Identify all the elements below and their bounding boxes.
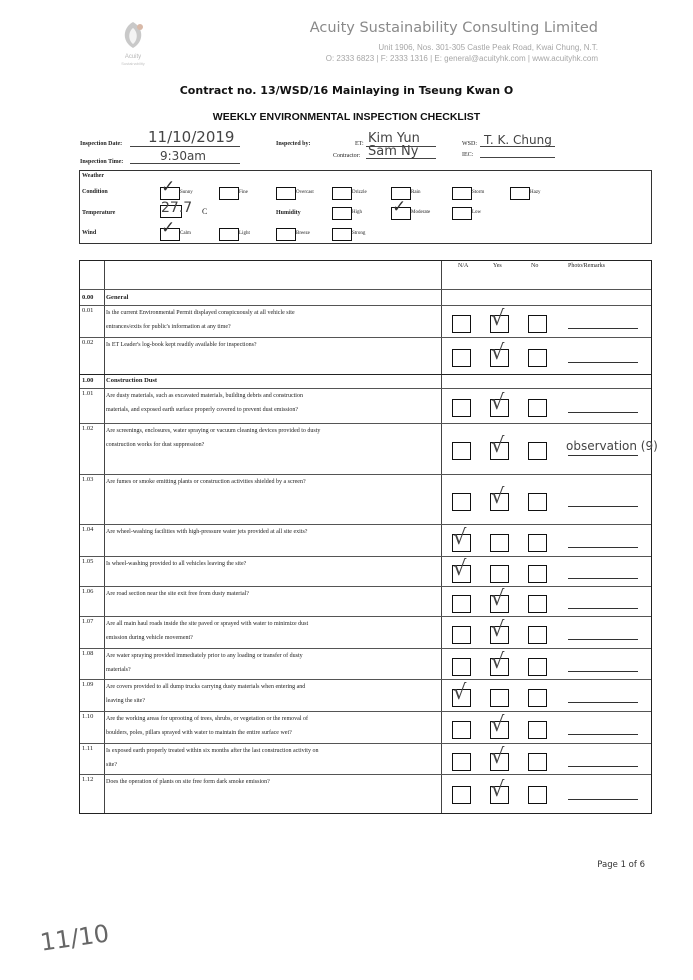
- col-header-na: N/A: [458, 263, 469, 269]
- check-mark-icon: √: [453, 525, 467, 549]
- item-remark: observation (9): [566, 439, 658, 453]
- wind-strong-label: Strong: [352, 231, 366, 236]
- item-yes-checkbox[interactable]: [490, 689, 509, 707]
- item-question-line: Are all main haul roads inside the site paved or sprayed with water to minimize dust: [106, 621, 309, 627]
- page-number: Page 1 of 6: [597, 860, 645, 870]
- check-mark-icon: √: [491, 648, 505, 673]
- condition-hazy-checkbox[interactable]: [510, 187, 530, 200]
- condition-label: Condition: [82, 189, 108, 195]
- item-question-line: Is exposed earth properly treated within six months after the last construction activity on: [106, 748, 319, 754]
- item-na-checkbox[interactable]: [452, 315, 471, 333]
- item-number: 1.03: [82, 476, 94, 483]
- section-title: General: [106, 294, 129, 301]
- margin-handwritten-note: 11/10: [38, 919, 111, 957]
- item-na-checkbox[interactable]: [452, 626, 471, 644]
- item-question: [106, 744, 436, 772]
- item-question-line: Are the working areas for uprooting of trees, shrubs, or vegetation or the removal of: [106, 716, 308, 722]
- condition-overcast-checkbox[interactable]: [276, 187, 296, 200]
- item-number: 1.09: [82, 681, 94, 688]
- wind-strong-checkbox[interactable]: [332, 228, 352, 241]
- wind-breeze-label: Breeze: [296, 231, 310, 236]
- item-no-checkbox[interactable]: [528, 689, 547, 707]
- item-question-line: leaving the site?: [106, 698, 145, 704]
- inspection-time-value: 9:30am: [160, 149, 206, 163]
- row-divider: [80, 374, 651, 375]
- contract-title: Contract no. 13/WSD/16 Mainlaying in Tseung Kwan O: [179, 84, 514, 97]
- item-question-line: Is the current Environmental Permit displayed conspicuously at all vehicle site: [106, 310, 295, 316]
- item-remark-line: [568, 608, 638, 609]
- inspection-time-line: [130, 163, 240, 164]
- item-question: [106, 587, 436, 601]
- inspected-by-label: Inspected by:: [276, 141, 311, 147]
- check-mark-icon: √: [491, 712, 505, 736]
- check-mark-icon: √: [453, 556, 467, 580]
- item-question: [106, 424, 436, 452]
- item-question: [106, 306, 436, 334]
- humidity-high-label: High: [352, 210, 362, 215]
- logo-subtext: Sustainability: [121, 61, 145, 66]
- item-question-line: Are covers provided to all dump trucks carrying dusty materials when entering and: [106, 684, 306, 690]
- item-no-checkbox[interactable]: [528, 721, 547, 739]
- item-question: [106, 557, 436, 571]
- item-no-checkbox[interactable]: [528, 626, 547, 644]
- item-number: 1.08: [82, 650, 94, 657]
- humidity-label: Humidity: [276, 210, 301, 216]
- item-question: [106, 775, 436, 789]
- company-address: Unit 1906, Nos. 301-305 Castle Peak Road, Kwai Chung, N.T.: [378, 43, 598, 52]
- item-remark-line: [568, 362, 638, 363]
- condition-hazy-label: Hazy: [530, 190, 541, 195]
- item-number: 1.10: [82, 713, 94, 720]
- item-no-checkbox[interactable]: [528, 786, 547, 804]
- item-no-checkbox[interactable]: [528, 565, 547, 583]
- check-mark-icon: √: [453, 680, 467, 704]
- section-number: 0.00: [82, 294, 94, 301]
- et-value: Kim Yun: [368, 131, 420, 146]
- company-name: Acuity Sustainability Consulting Limited: [309, 20, 598, 36]
- temperature-unit: C: [202, 207, 208, 216]
- item-number: 1.12: [82, 776, 94, 783]
- col-divider-number: [104, 261, 105, 813]
- item-question-line: construction works for dust suppression?: [106, 442, 205, 448]
- item-question: [106, 389, 436, 417]
- wsd-label: WSD:: [462, 141, 477, 147]
- wind-calm-label: Calm: [180, 231, 191, 236]
- item-question-line: emission during vehicle movement?: [106, 635, 193, 641]
- item-question-line: Does the operation of plants on site free form dark smoke emission?: [106, 779, 270, 785]
- item-remark-line: [568, 734, 638, 735]
- company-contacts: O: 2333 6823 | F: 2333 1316 | E: general@acuityhk.com | www.acuityhk.com: [325, 54, 598, 63]
- item-number: 1.02: [82, 425, 94, 432]
- checklist-table: [79, 260, 658, 814]
- item-question: [106, 525, 436, 539]
- item-question-line: Are fumes or smoke emitting plants or construction activities shielded by a screen?: [106, 479, 306, 485]
- item-remark-line: [568, 702, 638, 703]
- wind-light-label: Light: [239, 231, 250, 236]
- item-remark-line: [568, 578, 638, 579]
- item-question-line: Are road section near the site exit free from dusty material?: [106, 591, 249, 597]
- item-remark-line: [568, 412, 638, 413]
- item-question-line: Are screenings, enclosures, water spraying or vacuum cleaning devices provided to dusty: [106, 428, 321, 434]
- section-number: 1.00: [82, 377, 94, 384]
- condition-selected-check-icon: ✓: [161, 177, 176, 197]
- logo-text: Acuity: [124, 54, 142, 60]
- condition-rain-label: Rain: [411, 190, 421, 195]
- item-no-checkbox[interactable]: [528, 442, 547, 460]
- inspection-date-line: [130, 146, 240, 147]
- contractor-label: Contractor:: [333, 153, 361, 159]
- item-question: [106, 712, 436, 740]
- temperature-label: Temperature: [82, 210, 116, 216]
- iec-label: IEC:: [462, 152, 474, 158]
- item-no-checkbox[interactable]: [528, 493, 547, 511]
- item-remark-line: [568, 671, 638, 672]
- company-logo: [104, 18, 162, 68]
- contractor-line: [366, 158, 436, 159]
- item-question-line: entrances/exits for public's information at any time?: [106, 324, 231, 330]
- item-na-checkbox[interactable]: [452, 442, 471, 460]
- item-no-checkbox[interactable]: [528, 753, 547, 771]
- col-header-remarks: Photo/Remarks: [568, 263, 605, 269]
- item-yes-checkbox[interactable]: [490, 565, 509, 583]
- condition-storm-label: Storm: [472, 190, 485, 195]
- check-mark-icon: √: [491, 743, 505, 768]
- item-number: 0.01: [82, 307, 94, 314]
- check-mark-icon: √: [491, 306, 505, 330]
- check-mark-icon: √: [491, 433, 505, 457]
- item-no-checkbox[interactable]: [528, 534, 547, 552]
- item-no-checkbox[interactable]: [528, 399, 547, 417]
- item-number: 1.11: [82, 745, 94, 752]
- item-question-line: Are dusty materials, such as excavated materials, building debris and construction: [106, 393, 303, 399]
- item-no-checkbox[interactable]: [528, 315, 547, 333]
- col-header-no: No: [531, 263, 539, 269]
- et-label: ET:: [355, 141, 364, 147]
- item-number: 1.04: [82, 526, 94, 533]
- item-remark-line: [568, 328, 638, 329]
- weather-title: Weather: [82, 173, 104, 179]
- contractor-value: Sam Ny: [368, 144, 419, 159]
- item-remark-line: [568, 547, 638, 548]
- item-question: [106, 680, 436, 708]
- check-mark-icon: √: [491, 340, 505, 364]
- check-mark-icon: √: [491, 617, 505, 641]
- col-divider-question: [441, 261, 442, 813]
- condition-storm-checkbox[interactable]: [452, 187, 472, 200]
- item-question-line: Is wheel-washing provided to all vehicles leaving the site?: [106, 561, 247, 567]
- condition-drizzle-checkbox[interactable]: [332, 187, 352, 200]
- item-number: 0.02: [82, 339, 94, 346]
- inspection-date-value: 11/10/2019: [148, 128, 235, 146]
- checklist-title: WEEKLY ENVIRONMENTAL INSPECTION CHECKLIST: [212, 111, 481, 123]
- item-na-checkbox[interactable]: [452, 493, 471, 511]
- iec-line: [480, 157, 555, 158]
- item-number: 1.06: [82, 588, 94, 595]
- item-no-checkbox[interactable]: [528, 595, 547, 613]
- item-no-checkbox[interactable]: [528, 658, 547, 676]
- item-remark-line: [568, 455, 638, 456]
- wsd-value: T. K. Chung: [484, 133, 552, 147]
- wind-label: Wind: [82, 230, 97, 236]
- item-question-line: materials, and exposed earth surface properly covered to prevent dust emission?: [106, 407, 299, 413]
- item-remark-line: [568, 766, 638, 767]
- item-remark-line: [568, 506, 638, 507]
- item-number: 1.07: [82, 618, 94, 625]
- humidity-moderate-label: Moderate: [411, 210, 431, 215]
- item-number: 1.01: [82, 390, 94, 397]
- condition-sunny-label: Sunny: [180, 190, 193, 195]
- item-yes-checkbox[interactable]: [490, 534, 509, 552]
- humidity-high-checkbox[interactable]: [332, 207, 352, 220]
- wind-selected-check-icon: ✓: [161, 218, 176, 238]
- item-na-checkbox[interactable]: [452, 658, 471, 676]
- item-no-checkbox[interactable]: [528, 349, 547, 367]
- item-number: 1.05: [82, 558, 94, 565]
- condition-fine-checkbox[interactable]: [219, 187, 239, 200]
- col-header-yes: Yes: [493, 263, 502, 269]
- item-na-checkbox[interactable]: [452, 753, 471, 771]
- condition-fine-label: Fine: [239, 190, 248, 195]
- check-mark-icon: √: [491, 586, 505, 610]
- item-question-line: boulders, poles, pillars sprayed with water to maintain the entire surface wet?: [106, 730, 292, 736]
- condition-drizzle-label: Drizzle: [352, 190, 367, 195]
- item-question-line: Are wheel-washing facilities with high-pressure water jets provided at all site exits?: [106, 529, 308, 535]
- item-na-checkbox[interactable]: [452, 349, 471, 367]
- humidity-low-checkbox[interactable]: [452, 207, 472, 220]
- check-mark-icon: √: [491, 484, 505, 508]
- item-na-checkbox[interactable]: [452, 721, 471, 739]
- wind-light-checkbox[interactable]: [219, 228, 239, 241]
- item-remark-line: [568, 799, 638, 800]
- item-na-checkbox[interactable]: [452, 595, 471, 613]
- inspection-date-label: Inspection Date:: [80, 141, 123, 147]
- item-question-line: site?: [106, 762, 117, 768]
- item-question-line: materials?: [106, 667, 131, 673]
- check-mark-icon: √: [491, 776, 505, 801]
- item-remark-line: [568, 639, 638, 640]
- item-question-line: Is ET Leader's log-book kept readily available for inspections?: [106, 342, 257, 348]
- inspection-time-label: Inspection Time:: [80, 159, 124, 165]
- item-question: [106, 649, 436, 677]
- item-na-checkbox[interactable]: [452, 786, 471, 804]
- condition-overcast-label: Overcast: [296, 190, 314, 195]
- wind-breeze-checkbox[interactable]: [276, 228, 296, 241]
- temperature-value: 27.7: [161, 200, 193, 216]
- item-question: [106, 617, 436, 645]
- header-divider: [80, 289, 651, 290]
- item-question-line: Are water spraying provided immediately prior to any loading or transfer of dusty: [106, 653, 303, 659]
- item-question: [106, 338, 436, 352]
- item-na-checkbox[interactable]: [452, 399, 471, 417]
- section-title: Construction Dust: [106, 377, 158, 384]
- check-mark-icon: √: [491, 390, 505, 414]
- item-question: [106, 475, 436, 489]
- humidity-selected-check-icon: ✓: [392, 197, 407, 217]
- wsd-line: [480, 146, 555, 147]
- humidity-low-label: Low: [472, 210, 482, 215]
